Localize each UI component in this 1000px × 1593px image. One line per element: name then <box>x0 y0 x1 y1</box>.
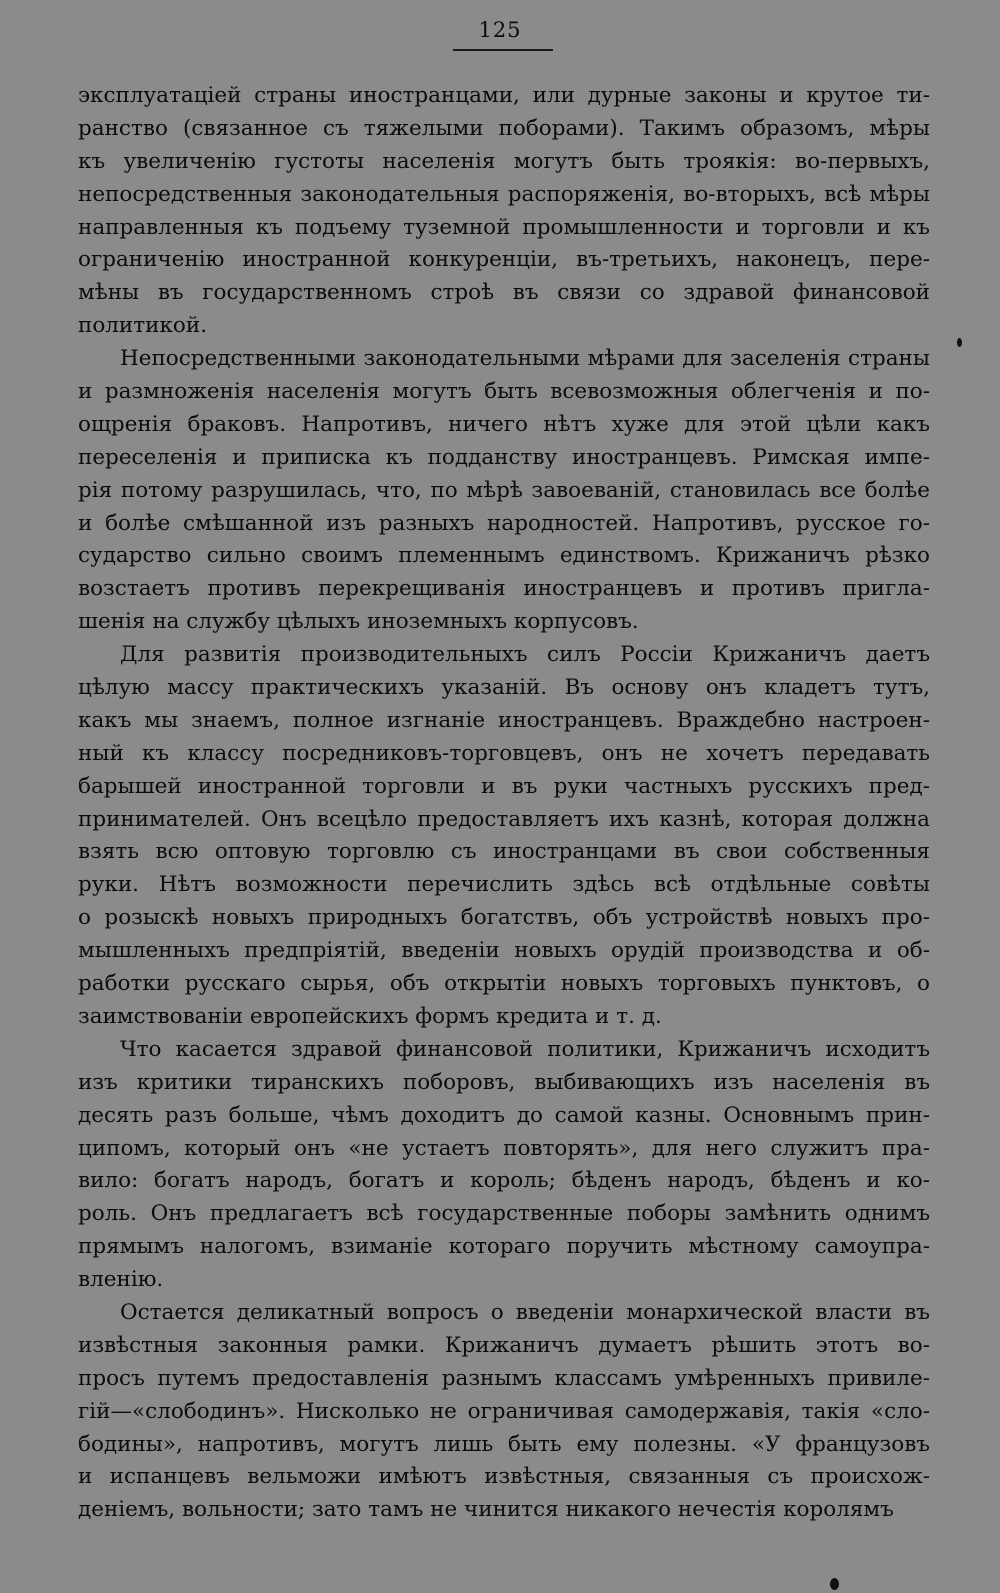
text-line: заимствованіи европейскихъ формъ кредита и т. д. <box>78 1003 662 1029</box>
paragraph <box>78 80 930 343</box>
text-line: шенія на службу цѣлыхъ иноземныхъ корпусовъ. <box>78 609 639 635</box>
page-number: 125 <box>478 18 522 42</box>
text-line: Остается деликатный вопросъ о введеніи монархической власти въ <box>120 1299 930 1325</box>
text-line: направленныя къ подъему туземной промышленности и торговли и къ <box>78 214 930 240</box>
text-line: мѣны въ государственномъ строѣ въ связи со здравой финансовой <box>78 280 930 306</box>
paragraph <box>78 1297 930 1527</box>
text-line: Непосредственными законодательными мѣрами для заселенія страны <box>120 346 930 372</box>
text-line: Для развитія производительныхъ силъ Россіи Крижаничъ даетъ <box>120 642 930 668</box>
text-line: взять всю оптовую торговлю съ иностранцами въ свои собственныя <box>78 839 930 865</box>
text-line: принимателей. Онъ всецѣло предоставляетъ ихъ казнѣ, которая должна <box>78 806 930 832</box>
text-line: руки. Нѣтъ возможности перечислить здѣсь всѣ отдѣльные совѣты <box>78 872 930 898</box>
ink-speck-mark <box>830 1578 839 1590</box>
text-line: просъ путемъ предоставленія разнымъ классамъ умѣренныхъ привиле- <box>78 1365 930 1391</box>
text-line: о розыскѣ новыхъ природныхъ богатствъ, объ устройствѣ новыхъ про- <box>78 905 930 931</box>
page-number-rule <box>453 49 553 51</box>
text-line: политикой. <box>78 313 208 339</box>
text-line: ципомъ, который онъ «не устаетъ повторять», для него служитъ пра- <box>78 1135 930 1161</box>
text-line: какъ мы знаемъ, полное изгнаніе иностранцевъ. Враждебно настроен- <box>78 707 930 733</box>
text-line: ощренія браковъ. Напротивъ, ничего нѣтъ хуже для этой цѣли какъ <box>78 411 930 437</box>
text-line: ранство (связанное съ тяжелыми поборами). Такимъ образомъ, мѣры <box>78 115 930 141</box>
text-line: сударство сильно своимъ племеннымъ единствомъ. Крижаничъ рѣзко <box>78 543 930 569</box>
text-body <box>78 80 930 1527</box>
text-line: рія потому разрушилась, что, по мѣрѣ завоеваній, становилась все болѣе <box>78 477 930 503</box>
text-line: цѣлую массу практическихъ указаній. Въ основу онъ кладетъ тутъ, <box>78 675 930 701</box>
paragraph <box>78 343 930 639</box>
text-line: и испанцевъ вельможи имѣютъ извѣстныя, связанныя съ происхож- <box>78 1464 930 1490</box>
text-line: переселенія и приписка къ подданству иностранцевъ. Римская импе- <box>78 444 930 470</box>
text-line: прямымъ налогомъ, взиманіе котораго поручить мѣстному самоупра- <box>78 1234 930 1260</box>
paragraph <box>78 1034 930 1297</box>
text-line: барышей иностранной торговли и въ руки частныхъ русскихъ пред- <box>78 773 930 799</box>
paragraph <box>78 639 930 1034</box>
text-line: возстаетъ противъ перекрещиванія иностранцевъ и противъ пригла- <box>78 576 930 602</box>
text-line: гій—«слободинъ». Нисколько не ограничивая самодержавія, такія «сло- <box>78 1398 930 1424</box>
text-line: Что касается здравой финансовой политики, Крижаничъ исходитъ <box>120 1036 930 1062</box>
ink-speck-mark <box>957 338 962 347</box>
text-line: эксплуатаціей страны иностранцами, или дурные законы и крутое ти- <box>78 83 930 108</box>
text-line: десять разъ больше, чѣмъ доходитъ до самой казны. Основнымъ прин- <box>78 1102 930 1128</box>
text-line: къ увеличенію густоты населенія могутъ быть троякія: во-первыхъ, <box>78 148 930 174</box>
text-line: роль. Онъ предлагаетъ всѣ государственные поборы замѣнить однимъ <box>78 1201 930 1227</box>
text-line: работки русскаго сырья, объ открытіи новыхъ торговыхъ пунктовъ, о <box>78 971 930 997</box>
text-line: извѣстныя законныя рамки. Крижаничъ думаетъ рѣшить этотъ во- <box>78 1332 930 1358</box>
text-line: ный къ классу посредниковъ-торговцевъ, онъ не хочетъ передавать <box>78 740 930 766</box>
text-line: бодины», напротивъ, могутъ лишь быть ему полезны. «У французовъ <box>78 1431 930 1457</box>
text-line: и размноженія населенія могутъ быть всевозможныя облегченія и по- <box>78 379 930 405</box>
text-line: ограниченію иностранной конкуренціи, въ-третьихъ, наконецъ, пере- <box>78 247 930 273</box>
text-line: вило: богатъ народъ, богатъ и король; бѣденъ народъ, бѣденъ и ко- <box>78 1168 930 1194</box>
text-line: деніемъ, вольности; зато тамъ не чинится никакого нечестія королямъ <box>78 1497 894 1523</box>
text-line: изъ критики тиранскихъ поборовъ, выбивающихъ изъ населенія въ <box>78 1069 930 1095</box>
text-line: непосредственныя законодательныя распоряженія, во-вторыхъ, всѣ мѣры <box>78 181 930 207</box>
text-line: и болѣе смѣшанной изъ разныхъ народностей. Напротивъ, русское го- <box>78 510 930 536</box>
text-line: мышленныхъ предпріятій, введеніи новыхъ орудій производства и об- <box>78 938 930 964</box>
text-line: вленію. <box>78 1267 164 1293</box>
